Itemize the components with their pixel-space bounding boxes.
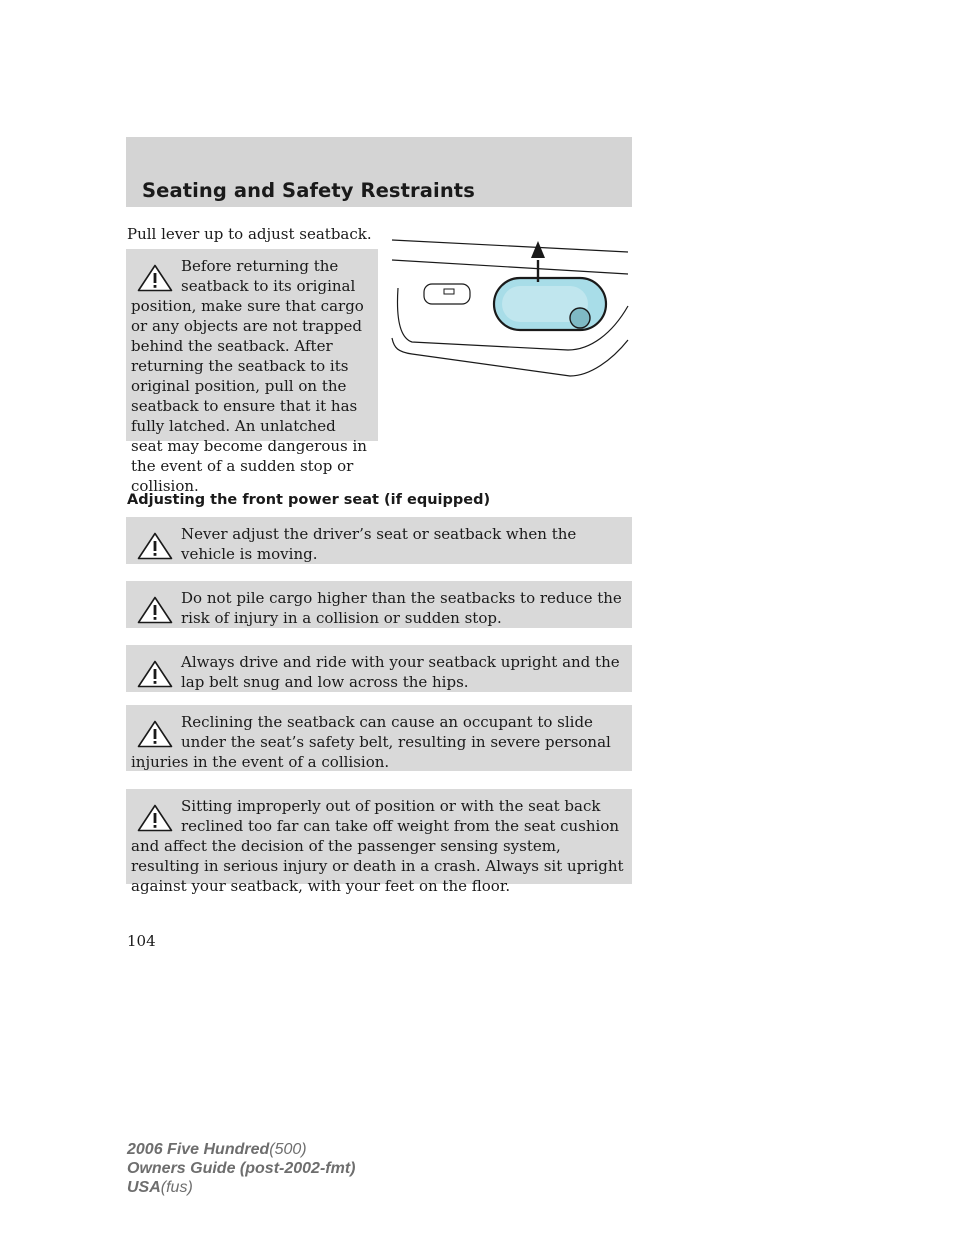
warning-text: Never adjust the driver’s seat or seatback when the vehicle is moving. [181,525,577,563]
warning-triangle-icon [137,660,173,688]
document-footer [127,1140,355,1197]
section-header-bar [126,137,632,207]
warning-box-sitting-position [126,789,632,895]
footer-model-code: (500) [269,1141,307,1158]
warning-box-seatback-return [126,249,378,495]
warning-text: Always drive and ride with your seatback upright and the lap belt snug and low across the hips. [181,653,620,691]
warning-text: Do not pile cargo higher than the seatbacks to reduce the risk of injury in a collision or sudden stop. [181,589,622,627]
footer-line-2 [127,1159,355,1178]
footer-market-code: (fus) [160,1179,193,1196]
seatback-lever-illustration [390,238,632,380]
footer-line-1 [127,1140,355,1159]
warning-triangle-icon [137,720,173,748]
footer-guide: Owners Guide (post-2002-fmt) [127,1160,356,1177]
warning-triangle-icon [137,264,173,292]
footer-market: USA [127,1179,161,1196]
warning-triangle-icon [137,804,173,832]
footer-line-3 [127,1178,355,1197]
warning-triangle-icon [137,596,173,624]
warning-box-driver-seat [126,517,632,564]
warning-box-cargo [126,581,632,628]
warning-triangle-icon [137,532,173,560]
page-number: 104 [127,932,156,950]
intro-text: Pull lever up to adjust seatback. [127,225,372,243]
lever-handle [494,278,606,330]
footer-model: 2006 Five Hundred [127,1141,270,1158]
warning-text: Reclining the seatback can cause an occupant to slide under the seat’s safety belt, resulting in severe personal injuries in the event of a collision. [131,713,611,771]
page-title: Seating and Safety Restraints [142,179,475,202]
section-heading: Adjusting the front power seat (if equipped) [127,492,491,508]
warning-box-reclining [126,705,632,771]
warning-text: Before returning the seatback to its original position, make sure that cargo or any objects are not trapped behind the seatback. After returning the seatback to its original position, pull on the seatback to ensure that it has fully latched. An unlatched seat may become dangerous in the event of a sudden stop or collision. [131,257,367,495]
warning-text: Sitting improperly out of position or with the seat back reclined too far can take off weight from the seat cushion and affect the decision of the passenger sensing system, resulting in serious injury or death in a crash. Always sit upright against your seatback, with your feet on the floor. [131,797,624,895]
warning-box-seatback-upright [126,645,632,692]
